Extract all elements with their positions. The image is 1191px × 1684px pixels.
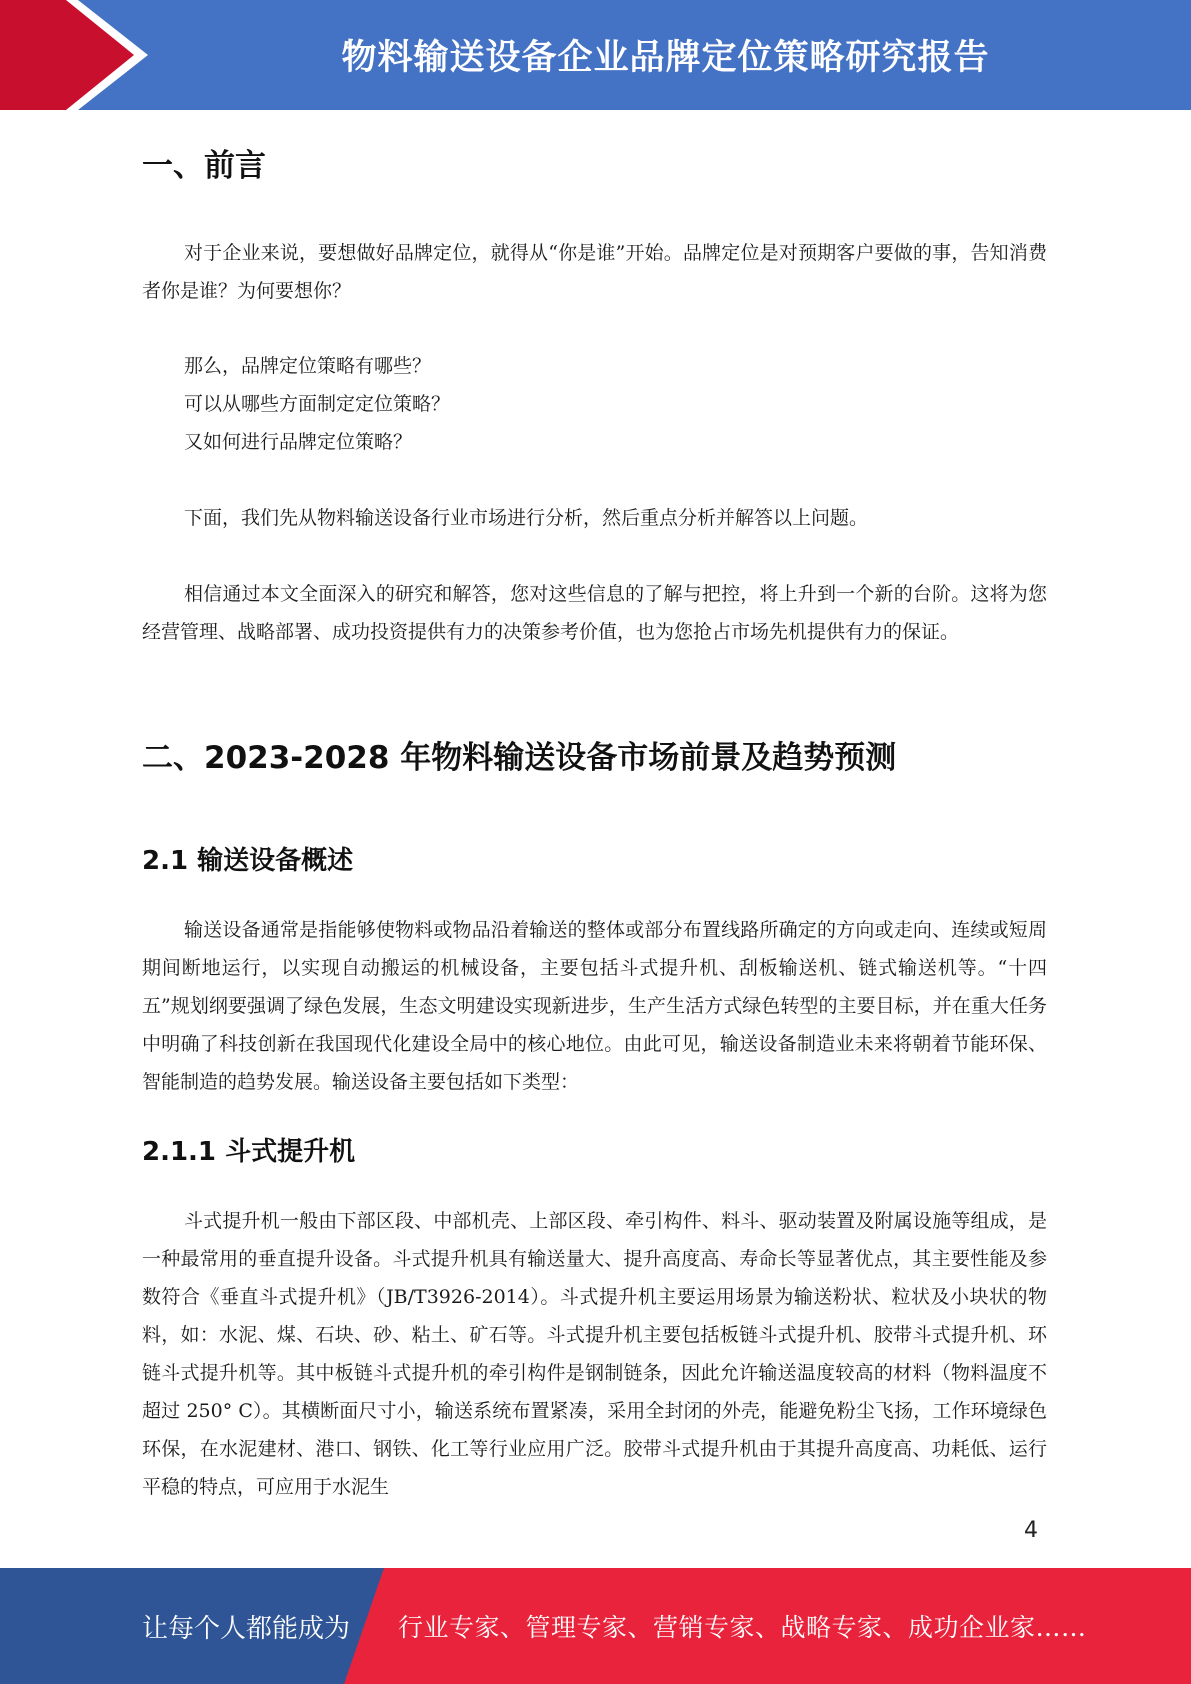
subsection-heading: 2.1 输送设备概述	[142, 846, 354, 876]
paragraph: 对于企业来说，要想做好品牌定位，就得从“你是谁”开始。品牌定位是对预期客户要做的事，告知消费者你是谁？为何要想你？	[142, 242, 1047, 302]
paragraph: 斗式提升机一般由下部区段、中部机壳、上部区段、牵引构件、料斗、驱动装置及附属设施等组成，是一种最常用的垂直提升设备。斗式提升机具有输送量大、提升高度高、寿命长等显著优点，其主要性能及参数符合《垂直斗式提升机》（JB/T3926-2014）。斗式提升机主要运用场景为输送粉状、粒状及小块状的物料，如：水泥、煤、石块、砂、粘土、矿石等。斗式提升机主要包括板链斗式提升机、胶带斗式提升机、环链斗式提升机等。其中板链斗式提升机的牵引构件是钢制链条，因此允许输送温度较高的材料（物料温度不超过 250° C）。其横断面尺寸小，输送系统布置紧凑，采用全封闭的外壳，能避免粉尘飞扬，工作环境绿色环保，在水泥建材、港口、钢铁、化工等行业应用广泛。胶带斗式提升机由于其提升高度高、功耗低、运行平稳的特点，可应用于水泥生	[142, 1210, 1047, 1498]
chevron-arrow-icon	[0, 0, 160, 110]
paragraph: 下面，我们先从物料输送设备行业市场进行分析，然后重点分析并解答以上问题。	[184, 507, 869, 529]
header-banner	[0, 0, 1191, 110]
report-title: 物料输送设备企业品牌定位策略研究报告	[341, 38, 990, 78]
question-line: 可以从哪些方面制定定位策略？	[184, 393, 451, 415]
paragraph: 相信通过本文全面深入的研究和解答，您对这些信息的了解与把控，将上升到一个新的台阶。这将为您经营管理、战略部署、成功投资提供有力的决策参考价值，也为您抢占市场先机提供有力的保证。	[142, 583, 1047, 643]
footer-slogan-left: 让每个人都能成为	[142, 1613, 351, 1644]
question-line: 又如何进行品牌定位策略？	[184, 431, 413, 453]
subsection-heading: 2.1.1 斗式提升机	[142, 1137, 356, 1167]
question-line: 那么，品牌定位策略有哪些？	[184, 355, 432, 377]
paragraph: 输送设备通常是指能够使物料或物品沿着输送的整体或部分布置线路所确定的方向或走向、连续或短周期间断地运行，以实现自动搬运的机械设备，主要包括斗式提升机、刮板输送机、链式输送机等。“十四五”规划纲要强调了绿色发展，生态文明建设实现新进步，生产生活方式绿色转型的主要目标，并在重大任务中明确了科技创新在我国现代化建设全局中的核心地位。由此可见，输送设备制造业未来将朝着节能环保、智能制造的趋势发展。输送设备主要包括如下类型：	[142, 919, 1047, 1093]
section-heading-preface: 一、前言	[142, 148, 266, 184]
footer-slogan-right: 行业专家、管理专家、营销专家、战略专家、成功企业家……	[398, 1613, 1087, 1642]
page-number: 4	[1024, 1518, 1038, 1543]
footer-banner	[0, 1568, 1191, 1684]
section-heading-forecast: 二、2023-2028 年物料输送设备市场前景及趋势预测	[142, 740, 897, 776]
